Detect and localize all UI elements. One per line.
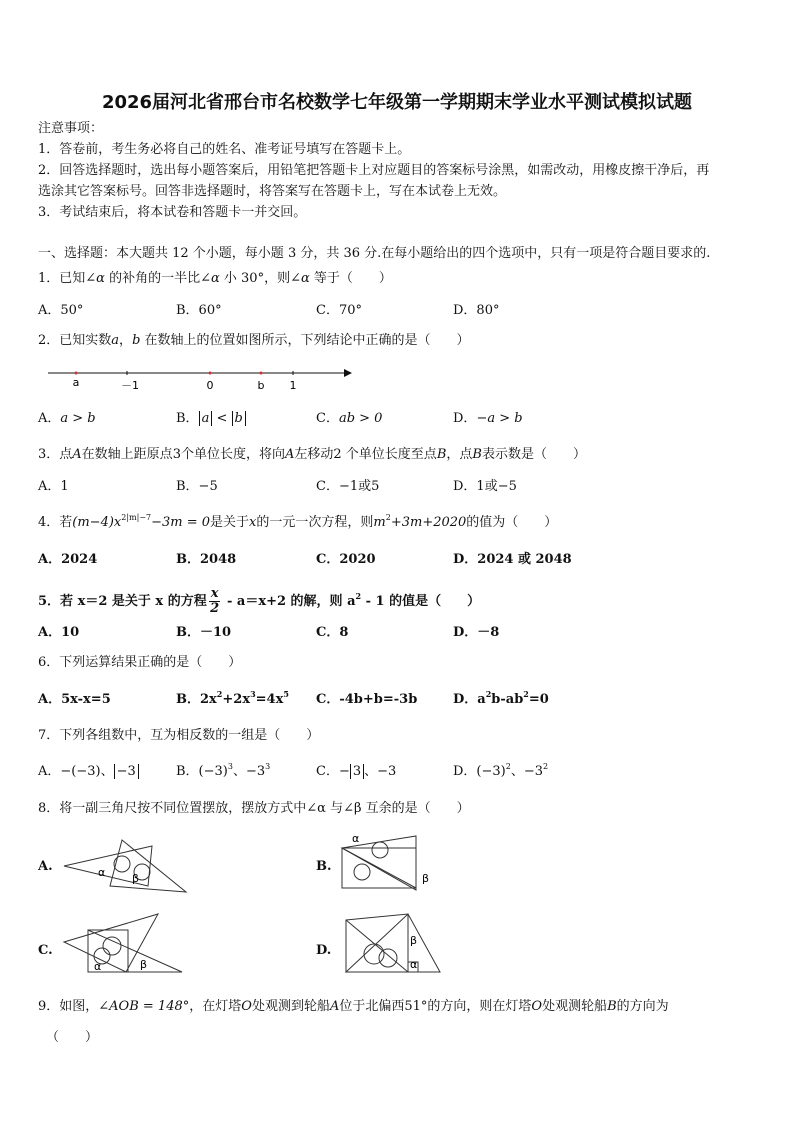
question-9-stem: 9．如图，∠AOB = 148°，在灯塔O处观测到轮船A位于北偏西51°的方向，则在灯塔O处观测轮船B的方向为 <box>38 999 669 1014</box>
notice-header: 注意事项： <box>38 121 104 136</box>
q5-option-b[interactable]: B．－10 <box>176 625 232 640</box>
triangle-ruler <box>88 930 182 972</box>
question-6-stem: 6．下列运算结果正确的是（ ） <box>38 655 242 670</box>
question-4-stem: 4．若$(m-4)x^{2|m|-7}-3m = 0$是关于x的一元一次方程，则$m^2+3m+2020$的值为（ ） <box>38 513 558 530</box>
q1-option-a[interactable]: A．50° <box>38 303 84 318</box>
q2-option-c[interactable]: C．ab > 0 <box>316 411 383 426</box>
axis-label-neg1: －1 <box>121 379 139 392</box>
notice-item-2-cont: 选涂其它答案标号。回答非选择题时，将答案写在答题卡上，写在本试卷上无效。 <box>38 184 507 199</box>
point-a <box>75 372 78 375</box>
q4-option-b[interactable]: B．2048 <box>176 552 237 567</box>
question-9-paren: （ ） <box>46 1030 99 1045</box>
q6-option-c[interactable]: C．-4b+b=-3b <box>316 692 418 707</box>
q2-option-b[interactable]: B． a < b <box>176 410 246 428</box>
q8-figure-c[interactable] <box>62 912 192 976</box>
point-zero <box>209 372 212 375</box>
q2-option-d[interactable]: D．−a > b <box>453 411 523 426</box>
q2-option-a[interactable]: A．a > b <box>38 411 96 426</box>
ruler-hole <box>364 944 384 964</box>
alpha-label: α <box>410 958 418 971</box>
ruler-hole <box>379 949 397 967</box>
alpha-label: α <box>98 866 106 879</box>
q4-option-d[interactable]: D．2024 或 2048 <box>453 552 572 567</box>
triangle-edge <box>342 848 416 888</box>
notice-item-2: 2．回答选择题时，选出每小题答案后，用铅笔把答题卡上对应题目的答案标号涂黑，如需改动，用橡皮擦干净后，再 <box>38 163 710 178</box>
q6-option-a[interactable]: A．5x-x=5 <box>38 692 111 707</box>
q6-option-d[interactable]: D．$a^2b-ab^2=0$ <box>453 689 549 707</box>
q8-figure-a[interactable] <box>62 838 192 894</box>
question-2-stem: 2．已知实数a，b 在数轴上的位置如图所示，下列结论中正确的是（ ） <box>38 333 470 348</box>
question-7-stem: 7．下列各组数中，互为相反数的一组是（ ） <box>38 728 320 743</box>
q4-option-a[interactable]: A．2024 <box>38 552 98 567</box>
q6-option-b[interactable]: B．$2x^2+2x^3=4x^5$ <box>176 689 289 707</box>
beta-label: β <box>140 958 148 971</box>
q3-option-a[interactable]: A．1 <box>38 479 69 494</box>
ruler-hole <box>372 842 388 858</box>
question-5-stem: 5．若 x＝2 是关于 x 的方程 $\frac{x}{2}$ - a＝x+2 的解，则 $a^2 - 1$ 的值是（ ） <box>38 586 481 616</box>
q8-option-c-label[interactable]: C. <box>38 943 53 958</box>
q8-figure-b[interactable] <box>340 834 440 894</box>
q7-option-c[interactable]: C．− 3 、−3 <box>316 764 397 779</box>
q8-option-d-label[interactable]: D. <box>316 943 332 958</box>
beta-label: β <box>422 872 430 885</box>
point-b <box>260 372 263 375</box>
q7-option-b[interactable]: B．$(-3)^3$、$-3^3$ <box>176 762 271 779</box>
q3-option-d[interactable]: D．1或−5 <box>453 479 517 494</box>
q7-option-d[interactable]: D．$(-3)^2$、$-3^2$ <box>453 762 549 779</box>
q8-option-b-label[interactable]: B. <box>316 859 332 874</box>
arrow-head-icon <box>344 369 352 377</box>
q1-option-c[interactable]: C．70° <box>316 303 362 318</box>
section-heading: 一、选择题：本大题共 12 个小题，每小题 3 分，共 36 分.在每小题给出的四个选项中，只有一项是符合题目要求的. <box>38 246 711 261</box>
q8-figure-d[interactable] <box>340 910 450 976</box>
notice-item-3: 3．考试结束后，将本试卷和答题卡一并交回。 <box>38 205 307 220</box>
question-3-stem: 3．点A在数轴上距原点3个单位长度，将向A左移动2 个单位长度至点B，点B表示数是（ ） <box>38 447 586 462</box>
beta-label: β <box>132 872 140 885</box>
q8-option-a-label[interactable]: A. <box>38 859 53 874</box>
q4-option-c[interactable]: C．2020 <box>316 552 376 567</box>
number-line-figure <box>40 362 360 392</box>
ruler-hole <box>354 864 370 880</box>
beta-label: β <box>410 934 418 947</box>
axis-label-b: b <box>257 379 265 392</box>
q3-option-c[interactable]: C．−1或5 <box>316 479 380 494</box>
axis-label-1: 1 <box>289 379 297 392</box>
q5-option-c[interactable]: C．8 <box>316 625 349 640</box>
alpha-label: α <box>94 960 102 973</box>
notice-item-1: 1．答卷前，考生务必将自己的姓名、准考证号填写在答题卡上。 <box>38 142 411 157</box>
axis-label-0: 0 <box>206 379 214 392</box>
triangle-ruler <box>346 914 440 972</box>
ruler-hole <box>103 937 121 955</box>
q5-option-a[interactable]: A．10 <box>38 625 80 640</box>
q1-option-d[interactable]: D．80° <box>453 303 500 318</box>
alpha-label: α <box>352 832 360 845</box>
ruler-hole <box>114 856 130 872</box>
q3-option-b[interactable]: B．−5 <box>176 479 218 494</box>
triangle-edge <box>346 920 408 972</box>
q7-option-a[interactable]: A．−(−3)、 −3 <box>38 763 139 781</box>
page-title: 2026届河北省邢台市名校数学七年级第一学期期末学业水平测试模拟试题 <box>101 92 693 113</box>
fraction-x-over-2: $\frac{x}{2}$ <box>210 586 220 616</box>
question-8-stem: 8．将一副三角尺按不同位置摆放，摆放方式中∠α 与∠β 互余的是（ ） <box>38 801 470 816</box>
q5-option-d[interactable]: D．－8 <box>453 625 500 640</box>
q1-option-b[interactable]: B．60° <box>176 303 222 318</box>
axis-label-a: a <box>72 376 80 389</box>
question-1-stem: 1．已知∠α 的补角的一半比∠α 小 30°，则∠α 等于（ ） <box>38 271 392 286</box>
